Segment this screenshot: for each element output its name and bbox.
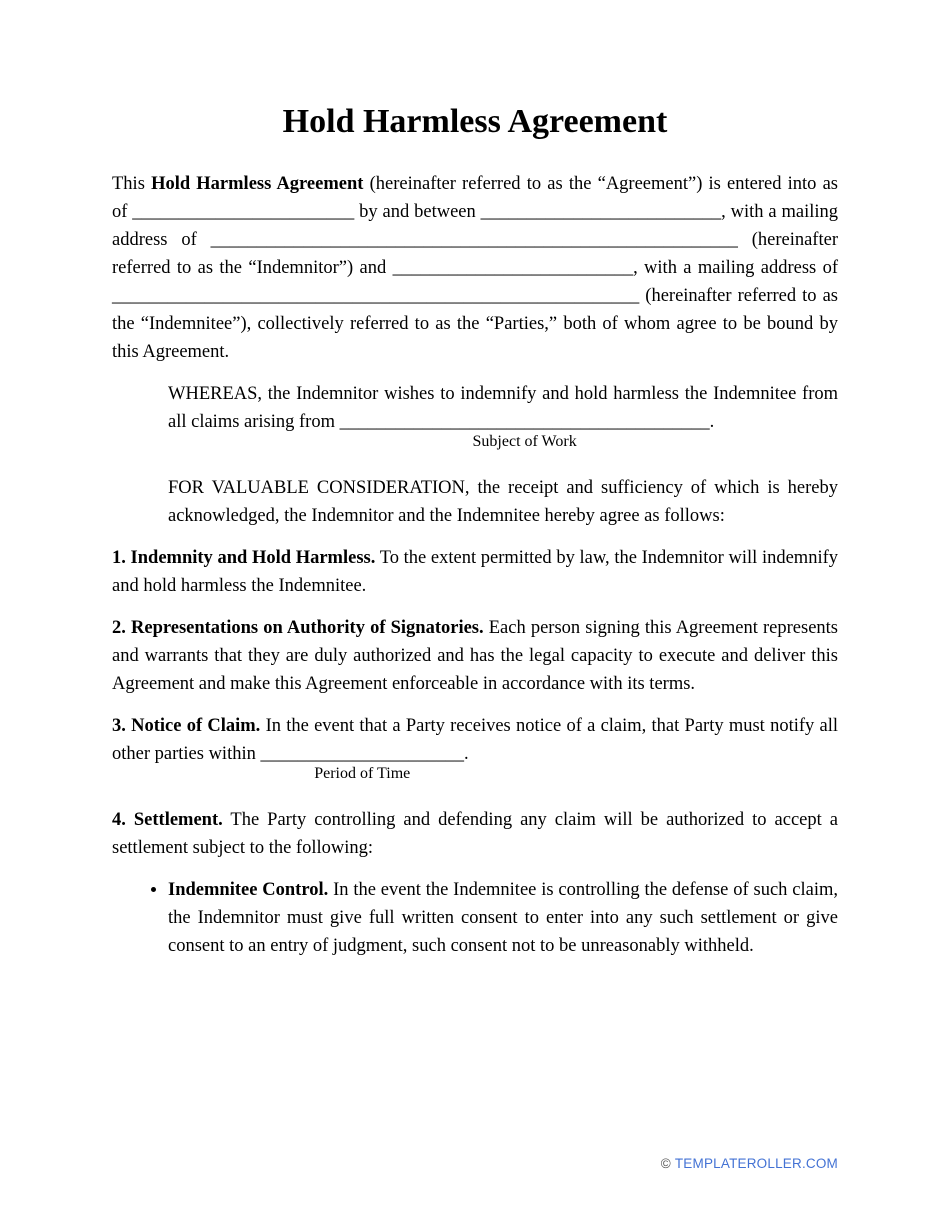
text-segment: (hereinafter referred to as the “Indemnitee”), collectively referred to as the “Parties,” both of whom agree to be bound by this Agreement. [112,286,838,362]
copyright-symbol: © [660,1156,671,1171]
blank-period-of-time-wrap [260,740,464,782]
text-segment: . [463,744,469,764]
section-3-heading: 3. Notice of Claim. [112,716,261,736]
text-segment: The Party controlling and defending any claim will be authorized to accept a settlement subject to the following: [112,810,838,858]
section-3-notice-of-claim [112,712,839,782]
text-segment: In the event the Indemnitee is controlling the defense of such claim, the Indemnitor must give full written consent to enter into any such settlement or give consent to an entry of judgment, such consent not to be unreasonably withheld. [168,880,838,956]
text-segment: , with a mailing address of [633,258,839,278]
blank-subject-of-work: ________________________________________ [339,412,710,432]
text-segment: (hereinafter referred to as the “Agreement”) is entered into as of [112,174,838,222]
text-segment: WHEREAS, the Indemnitor wishes to indemnify and hold harmless the Indemnitee from all claims arising from [168,384,838,432]
agreement-name-bold: Hold Harmless Agreement [151,174,364,194]
caption-period-of-time: Period of Time [314,765,411,782]
section-4-settlement [112,806,838,862]
section-2-representations [112,614,838,698]
text-segment: To the extent permitted by law, the Indemnitor will indemnify and hold harmless the Indemnitee. [112,548,838,596]
blank-indemnitee-name: __________________________ [392,258,634,278]
text-segment: (hereinafter referred to as the “Indemnitor”) and [112,230,838,278]
blank-indemnitee-address: _________________________________________________________ [112,286,640,306]
whereas-paragraph [168,380,838,450]
bullet-indemnitee-control [168,876,838,960]
text-segment: . [709,412,715,432]
consideration-paragraph [168,474,838,530]
blank-subject-of-work-wrap [339,408,710,450]
intro-paragraph [112,170,838,366]
blank-indemnitor-name: __________________________ [480,202,722,222]
caption-subject-of-work: Subject of Work [472,433,577,450]
text-segment: FOR VALUABLE CONSIDERATION, the receipt and sufficiency of which is hereby acknowledged, the Indemnitor and the Indemnitee hereby agree as follows: [168,478,838,526]
text-segment: , with a mailing address of [112,202,839,250]
section-4-heading: 4. Settlement. [112,810,223,830]
bullet-heading: Indemnitee Control. [168,880,329,900]
text-segment: Each person signing this Agreement represents and warrants that they are duly authorized and has the legal capacity to execute and deliver this Agreement and make this Agreement enforceable in accordance with its terms. [112,618,838,694]
section-1-heading: 1. Indemnity and Hold Harmless. [112,548,376,568]
blank-period-of-time: ______________________ [260,744,464,764]
settlement-bullet-list [112,876,838,960]
blank-indemnitor-address: _________________________________________________________ [210,230,738,250]
text-segment: by and between [354,202,481,222]
section-1-indemnity [112,544,838,600]
section-2-heading: 2. Representations on Authority of Signatories. [112,618,484,638]
footer [661,1150,838,1178]
text-segment: This [112,174,152,194]
templateroller-link[interactable]: TEMPLATEROLLER.COM [674,1156,838,1171]
blank-agreement-date: ________________________ [132,202,355,222]
page-title: Hold Harmless Agreement [282,103,668,140]
text-segment: In the event that a Party receives notice of a claim, that Party must notify all other parties within [112,716,839,764]
